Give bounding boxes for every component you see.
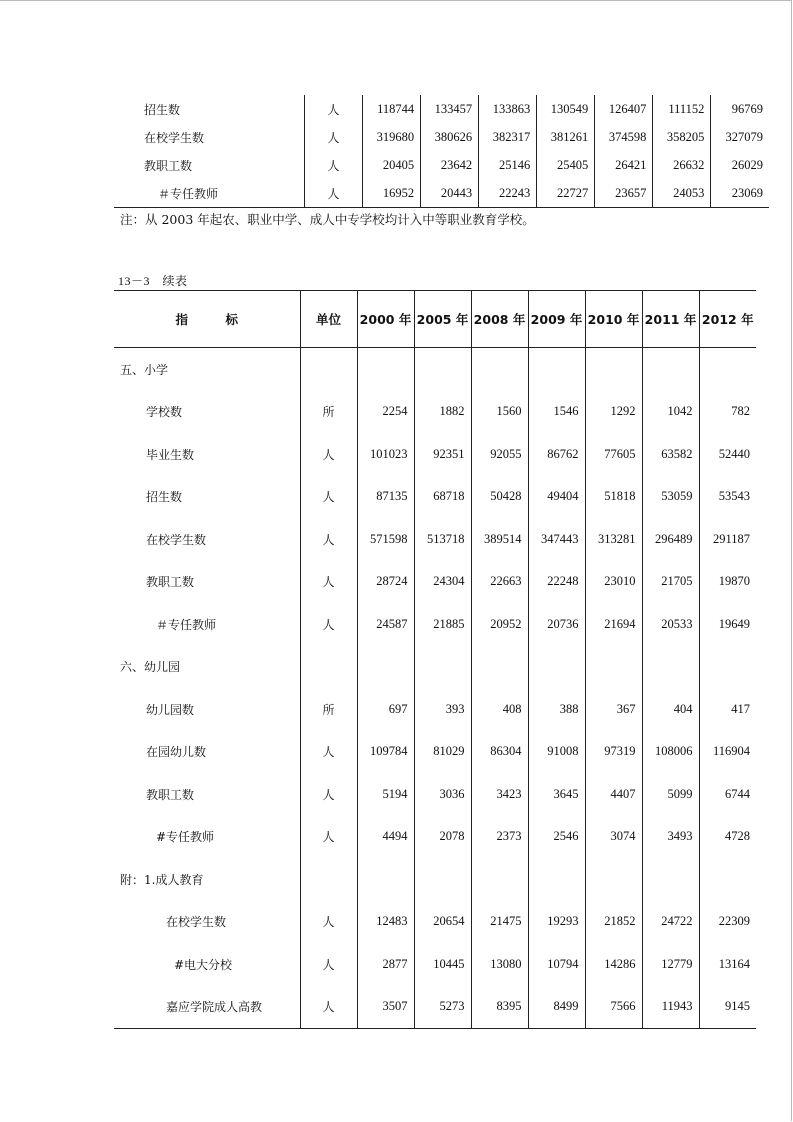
value-cell: 347443 (528, 518, 585, 561)
indicator-cell: 学校数 (146, 405, 183, 420)
value-cell: 388 (528, 688, 585, 731)
header-year: 2009 年 (528, 291, 585, 348)
indicator-cell: #专任教师 (156, 830, 215, 845)
value-cell: 86304 (471, 731, 528, 774)
table-row (114, 773, 756, 816)
value-cell: 133457 (421, 95, 479, 123)
value-cell: 92351 (414, 433, 471, 476)
value-cell (528, 646, 585, 689)
value-cell: 51818 (585, 476, 642, 519)
header-indicator: 指 标 (114, 291, 300, 348)
table-row (114, 391, 756, 434)
value-cell: 116904 (699, 731, 756, 774)
indicator-cell: 在校学生数 (146, 532, 207, 547)
indicator-cell: 招生数 (146, 490, 183, 505)
unit-cell: 所 (300, 391, 357, 434)
value-cell: 53059 (642, 476, 699, 519)
value-cell: 3645 (528, 773, 585, 816)
indicator-cell: 招生数 (144, 102, 181, 117)
value-cell: 97319 (585, 731, 642, 774)
value-cell (699, 348, 756, 391)
header-year: 2010 年 (585, 291, 642, 348)
value-cell: 22243 (479, 179, 537, 208)
indicator-cell: 在园幼儿数 (146, 745, 207, 760)
value-cell: 2877 (357, 943, 414, 986)
indicator-cell: 五、小学 (120, 362, 169, 377)
value-cell: 7566 (585, 986, 642, 1029)
value-cell: 91008 (528, 731, 585, 774)
value-cell: 111152 (653, 95, 711, 123)
value-cell: 8499 (528, 986, 585, 1029)
value-cell: 96769 (711, 95, 769, 123)
value-cell: 20654 (414, 901, 471, 944)
value-cell: 2078 (414, 816, 471, 859)
indicator-cell: 嘉应学院成人高教 (166, 1000, 263, 1015)
value-cell: 21852 (585, 901, 642, 944)
indicator-cell: 教职工数 (146, 787, 195, 802)
value-cell: 25146 (479, 151, 537, 179)
unit-cell: 人 (300, 986, 357, 1029)
value-cell (585, 646, 642, 689)
unit-cell: 人 (300, 561, 357, 604)
table-row (114, 901, 756, 944)
value-cell: 86762 (528, 433, 585, 476)
value-cell: 21694 (585, 603, 642, 646)
value-cell: 10794 (528, 943, 585, 986)
value-cell: 16952 (363, 179, 421, 208)
value-cell: 1546 (528, 391, 585, 434)
header-year: 2000 年 (357, 291, 414, 348)
value-cell (699, 646, 756, 689)
value-cell: 53543 (699, 476, 756, 519)
value-cell: 4407 (585, 773, 642, 816)
value-cell: 23069 (711, 179, 769, 208)
unit-cell: 所 (300, 688, 357, 731)
value-cell: 319680 (363, 123, 421, 151)
value-cell: 50428 (471, 476, 528, 519)
value-cell (414, 348, 471, 391)
value-cell: 8395 (471, 986, 528, 1029)
value-cell: 63582 (642, 433, 699, 476)
value-cell: 26632 (653, 151, 711, 179)
unit-cell: 人 (300, 476, 357, 519)
value-cell: 24053 (653, 179, 711, 208)
value-cell (357, 348, 414, 391)
value-cell: 3507 (357, 986, 414, 1029)
value-cell: 571598 (357, 518, 414, 561)
value-cell (528, 348, 585, 391)
unit-cell: 人 (300, 901, 357, 944)
value-cell (528, 858, 585, 901)
value-cell: 380626 (421, 123, 479, 151)
unit-cell: 人 (300, 518, 357, 561)
value-cell: 5194 (357, 773, 414, 816)
value-cell: 12779 (642, 943, 699, 986)
table-row (114, 179, 769, 208)
value-cell (642, 858, 699, 901)
table-row (114, 943, 756, 986)
value-cell: 23657 (595, 179, 653, 208)
indicator-cell: ＃专任教师 (158, 186, 219, 201)
table-row (114, 731, 756, 774)
value-cell: 404 (642, 688, 699, 731)
value-cell (642, 348, 699, 391)
value-cell (414, 646, 471, 689)
indicator-cell: 附：1.成人教育 (120, 872, 204, 887)
table-row (114, 95, 769, 123)
unit-cell (300, 858, 357, 901)
value-cell: 130549 (537, 95, 595, 123)
unit-cell (300, 348, 357, 391)
value-cell: 4494 (357, 816, 414, 859)
value-cell: 381261 (537, 123, 595, 151)
value-cell: 19649 (699, 603, 756, 646)
indicator-cell: 教职工数 (144, 158, 193, 173)
value-cell: 513718 (414, 518, 471, 561)
value-cell: 24304 (414, 561, 471, 604)
header-year: 2011 年 (642, 291, 699, 348)
table-caption: 13－3 续表 (118, 274, 188, 288)
unit-cell: 人 (300, 773, 357, 816)
value-cell: 23010 (585, 561, 642, 604)
table-row (114, 518, 756, 561)
value-cell: 313281 (585, 518, 642, 561)
value-cell: 19870 (699, 561, 756, 604)
value-cell: 21705 (642, 561, 699, 604)
value-cell: 20405 (363, 151, 421, 179)
value-cell: 1292 (585, 391, 642, 434)
value-cell: 3074 (585, 816, 642, 859)
table-row (114, 123, 769, 151)
continued-statistics-table (114, 95, 769, 208)
value-cell: 5099 (642, 773, 699, 816)
indicator-cell: 教职工数 (146, 575, 195, 590)
value-cell: 24587 (357, 603, 414, 646)
value-cell: 697 (357, 688, 414, 731)
value-cell: 3423 (471, 773, 528, 816)
unit-cell: 人 (304, 179, 362, 208)
value-cell (357, 858, 414, 901)
unit-cell: 人 (304, 123, 362, 151)
table-footnote: 注：从 2003 年起农、职业中学、成人中专学校均计入中等职业教育学校。 (120, 212, 535, 227)
value-cell: 23642 (421, 151, 479, 179)
indicator-cell: 六、幼儿园 (120, 660, 181, 675)
table-row (114, 688, 756, 731)
value-cell: 327079 (711, 123, 769, 151)
value-cell: 52440 (699, 433, 756, 476)
value-cell: 11943 (642, 986, 699, 1029)
unit-cell: 人 (304, 151, 362, 179)
value-cell: 20533 (642, 603, 699, 646)
header-year: 2005 年 (414, 291, 471, 348)
value-cell: 21475 (471, 901, 528, 944)
table-row (114, 561, 756, 604)
table-row (114, 858, 756, 901)
value-cell: 2546 (528, 816, 585, 859)
unit-cell: 人 (304, 95, 362, 123)
value-cell: 12483 (357, 901, 414, 944)
value-cell: 2254 (357, 391, 414, 434)
value-cell: 108006 (642, 731, 699, 774)
table-row (114, 603, 756, 646)
header-unit: 单位 (300, 291, 357, 348)
value-cell: 1882 (414, 391, 471, 434)
value-cell: 13164 (699, 943, 756, 986)
value-cell: 9145 (699, 986, 756, 1029)
value-cell (471, 646, 528, 689)
value-cell: 25405 (537, 151, 595, 179)
value-cell: 49404 (528, 476, 585, 519)
value-cell: 26029 (711, 151, 769, 179)
value-cell (414, 858, 471, 901)
unit-cell: 人 (300, 943, 357, 986)
table-row (114, 348, 756, 391)
unit-cell: 人 (300, 603, 357, 646)
education-statistics-table (114, 290, 756, 1029)
value-cell (585, 858, 642, 901)
indicator-cell: 幼儿园数 (146, 702, 195, 717)
value-cell: 1560 (471, 391, 528, 434)
value-cell: 77605 (585, 433, 642, 476)
value-cell: 367 (585, 688, 642, 731)
indicator-cell: 在校学生数 (144, 130, 205, 145)
header-year: 2012 年 (699, 291, 756, 348)
value-cell: 296489 (642, 518, 699, 561)
value-cell: 118744 (363, 95, 421, 123)
value-cell: 28724 (357, 561, 414, 604)
value-cell: 26421 (595, 151, 653, 179)
indicator-cell: 毕业生数 (146, 447, 195, 462)
table-row (114, 151, 769, 179)
value-cell: 68718 (414, 476, 471, 519)
value-cell: 81029 (414, 731, 471, 774)
indicator-cell: 在校学生数 (166, 915, 227, 930)
value-cell (642, 646, 699, 689)
value-cell: 22248 (528, 561, 585, 604)
value-cell: 21885 (414, 603, 471, 646)
value-cell (357, 646, 414, 689)
table-row (114, 986, 756, 1029)
table-row (114, 646, 756, 689)
table-row (114, 816, 756, 859)
value-cell: 358205 (653, 123, 711, 151)
value-cell (585, 348, 642, 391)
value-cell: 10445 (414, 943, 471, 986)
value-cell: 5273 (414, 986, 471, 1029)
unit-cell (300, 646, 357, 689)
value-cell: 393 (414, 688, 471, 731)
value-cell: 109784 (357, 731, 414, 774)
value-cell: 408 (471, 688, 528, 731)
value-cell: 92055 (471, 433, 528, 476)
value-cell: 133863 (479, 95, 537, 123)
table-row (114, 476, 756, 519)
unit-cell: 人 (300, 433, 357, 476)
header-year: 2008 年 (471, 291, 528, 348)
indicator-cell: #电大分校 (174, 957, 233, 972)
value-cell: 22727 (537, 179, 595, 208)
value-cell: 87135 (357, 476, 414, 519)
value-cell: 20952 (471, 603, 528, 646)
value-cell: 101023 (357, 433, 414, 476)
value-cell: 20736 (528, 603, 585, 646)
value-cell: 22309 (699, 901, 756, 944)
value-cell: 417 (699, 688, 756, 731)
value-cell: 1042 (642, 391, 699, 434)
value-cell: 3036 (414, 773, 471, 816)
value-cell: 2373 (471, 816, 528, 859)
value-cell: 382317 (479, 123, 537, 151)
value-cell: 126407 (595, 95, 653, 123)
value-cell: 24722 (642, 901, 699, 944)
value-cell: 6744 (699, 773, 756, 816)
value-cell: 374598 (595, 123, 653, 151)
table-row (114, 433, 756, 476)
value-cell: 14286 (585, 943, 642, 986)
value-cell: 20443 (421, 179, 479, 208)
unit-cell: 人 (300, 731, 357, 774)
value-cell: 19293 (528, 901, 585, 944)
indicator-cell: ＃专任教师 (156, 617, 217, 632)
unit-cell: 人 (300, 816, 357, 859)
value-cell: 13080 (471, 943, 528, 986)
value-cell: 3493 (642, 816, 699, 859)
value-cell (471, 348, 528, 391)
value-cell: 389514 (471, 518, 528, 561)
value-cell: 4728 (699, 816, 756, 859)
value-cell (699, 858, 756, 901)
value-cell (471, 858, 528, 901)
value-cell: 782 (699, 391, 756, 434)
value-cell: 22663 (471, 561, 528, 604)
value-cell: 291187 (699, 518, 756, 561)
table-header-row (114, 291, 756, 348)
